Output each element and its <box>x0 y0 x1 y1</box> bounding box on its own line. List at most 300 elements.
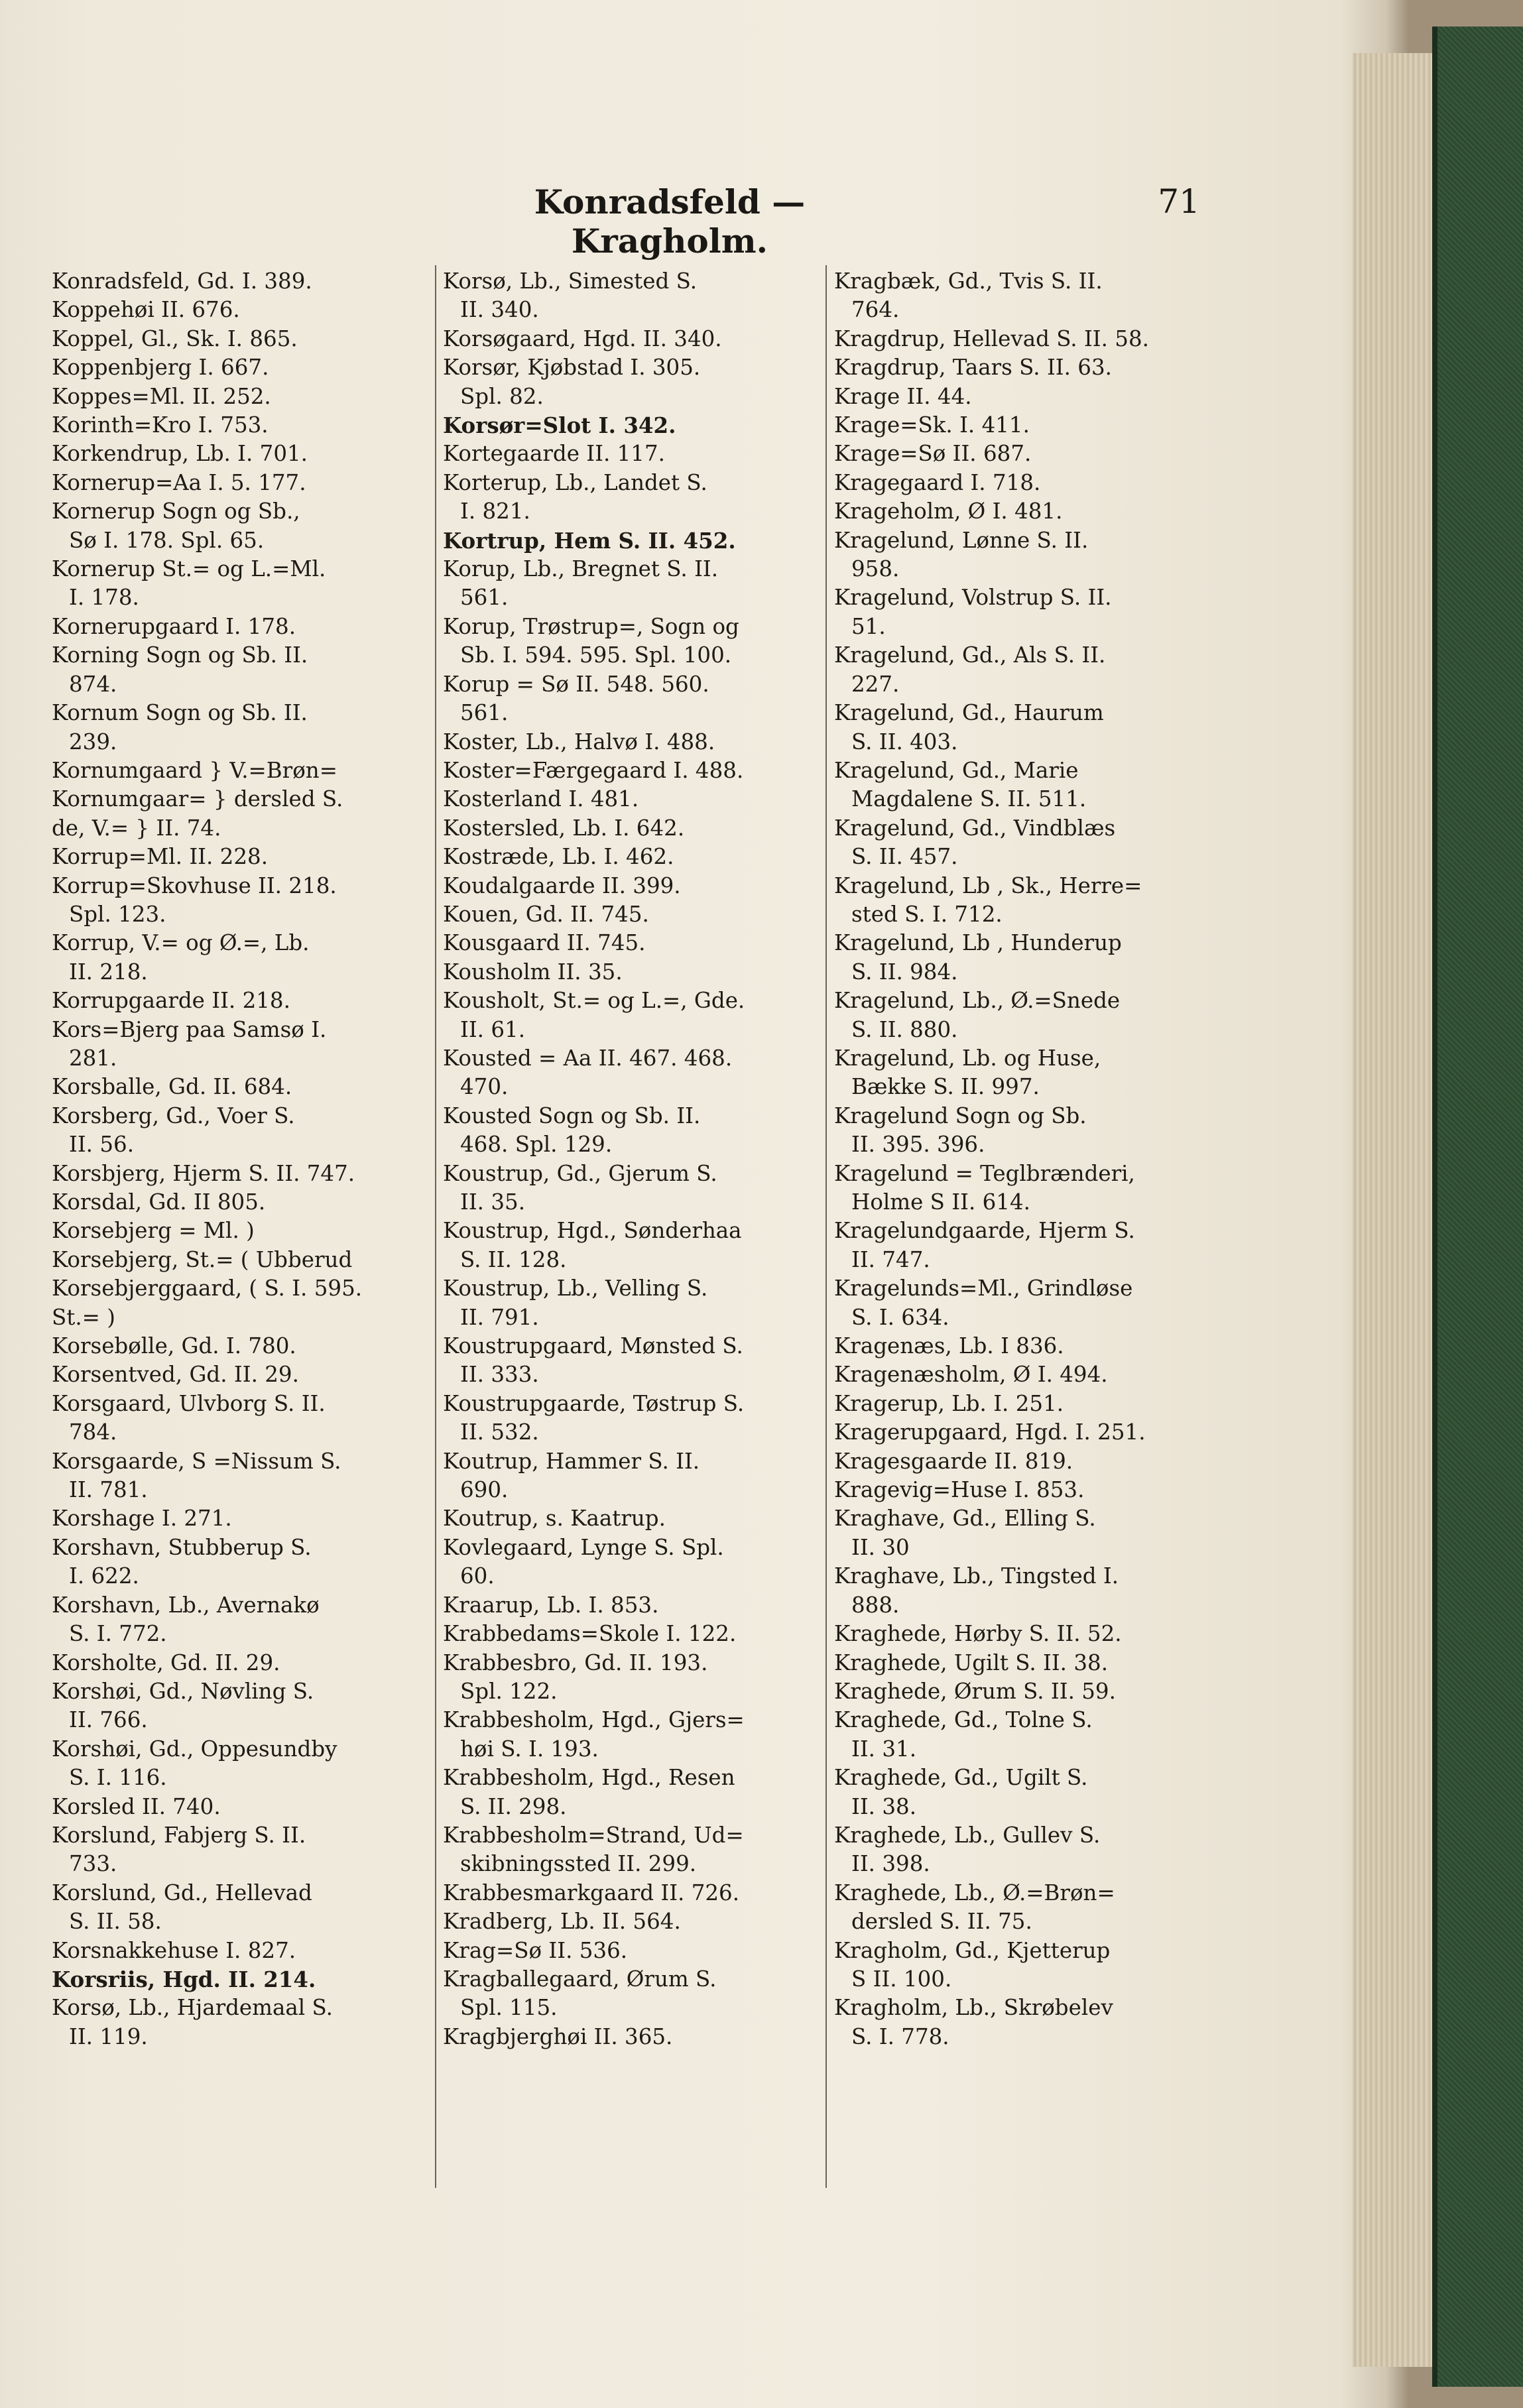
index-entry <box>443 1706 821 1764</box>
entry-text: Korsør, Kjøbstad I. 305. <box>443 355 701 381</box>
index-entry <box>52 1937 430 1965</box>
index-entry <box>443 526 821 555</box>
index-entry <box>834 1504 1212 1562</box>
entry-text: Kousholt, St.= og L.=, Gde. <box>443 988 745 1014</box>
index-entry <box>443 1160 821 1217</box>
entry-text: Kragerup, Lb. I. 251. <box>834 1390 1064 1416</box>
index-entry <box>52 1102 430 1160</box>
entry-text: de, V.= } II. 74. <box>52 815 221 841</box>
entry-continuation: 888. <box>851 1592 900 1618</box>
index-entry <box>834 1764 1212 1821</box>
entry-continuation: Spl. 123. <box>69 901 166 927</box>
entry-text: Koudalgaarde II. 399. <box>443 873 681 898</box>
entry-text: Korslund, Gd., Hellevad <box>52 1880 312 1905</box>
entry-continuation: 468. Spl. 129. <box>460 1132 613 1158</box>
index-entry <box>834 699 1212 756</box>
entry-continuation: II. 218. <box>69 959 148 985</box>
index-entry <box>52 1217 430 1245</box>
index-entry <box>834 526 1212 584</box>
entry-continuation: II. 61. <box>460 1016 526 1042</box>
entry-continuation: dersled S. II. 75. <box>851 1909 1032 1935</box>
index-entry <box>443 1907 821 1936</box>
entry-text: Koppes=Ml. II. 252. <box>52 383 271 409</box>
entry-text: Korsebjerg = Ml. ) <box>52 1218 255 1244</box>
index-entry <box>52 1649 430 1677</box>
entry-text: Korshøi, Gd., Oppesundby <box>52 1736 337 1762</box>
index-entry <box>834 1937 1212 1994</box>
index-entry <box>443 555 821 613</box>
entry-text: Kraghede, Ørum S. II. 59. <box>834 1678 1116 1704</box>
column-rule-right <box>825 265 827 2188</box>
entry-text: Koustrupgaarde, Tøstrup S. <box>443 1390 745 1416</box>
index-entry <box>834 267 1212 325</box>
running-head: Konradsfeld — Kragholm. <box>534 182 806 261</box>
entry-text: Krabbesholm=Strand, Ud= <box>443 1822 744 1848</box>
index-entry <box>443 1504 821 1533</box>
index-entry <box>443 756 821 785</box>
entry-text: Korslund, Fabjerg S. II. <box>52 1822 306 1848</box>
index-entry <box>834 1447 1212 1476</box>
entry-text: Korrup, V.= og Ø.=, Lb. <box>52 930 310 956</box>
entry-text: Koster=Færgegaard I. 488. <box>443 757 744 783</box>
index-entry <box>52 1534 430 1591</box>
entry-text: Krabbesbro, Gd. II. 193. <box>443 1650 708 1675</box>
entry-text: Kornumgaard } V.=Brøn= <box>52 757 337 783</box>
entry-text: Kortrup, Hem S. II. 452. <box>443 527 736 554</box>
index-entry <box>834 1994 1212 2051</box>
entry-text: Krabbesholm, Hgd., Resen <box>443 1765 735 1791</box>
index-entry <box>443 411 821 440</box>
entry-continuation: S. II. 457. <box>851 844 958 870</box>
entry-text: Kousted = Aa II. 467. 468. <box>443 1045 733 1071</box>
index-entry <box>443 1821 821 1879</box>
index-entry <box>834 383 1212 411</box>
index-entry <box>52 1591 430 1649</box>
index-entry <box>443 958 821 987</box>
entry-text: Kornum Sogn og Sb. II. <box>52 700 308 726</box>
entry-continuation: høi S. I. 193. <box>460 1736 599 1762</box>
entry-continuation: 561. <box>460 585 509 611</box>
entry-text: Korrupgaarde II. 218. <box>52 988 290 1014</box>
index-entry <box>443 1217 821 1274</box>
entry-text: Korsgaard, Ulvborg S. II. <box>52 1390 326 1416</box>
entry-continuation: Bække S. II. 997. <box>851 1074 1040 1100</box>
index-entry <box>443 728 821 756</box>
index-entry <box>52 383 430 411</box>
index-entry <box>834 1620 1212 1648</box>
index-entry <box>52 1016 430 1073</box>
entry-text: Korsgaarde, S =Nissum S. <box>52 1448 341 1474</box>
entry-text: Kragballegaard, Ørum S. <box>443 1966 717 1992</box>
index-entry <box>52 1879 430 1937</box>
entry-text: Kornumgaar= } dersled S. <box>52 786 343 812</box>
entry-text: Kornerup Sogn og Sb., <box>52 499 300 524</box>
index-entry <box>52 1793 430 1821</box>
entry-text: Kragelund, Gd., Vindblæs <box>834 815 1116 841</box>
entry-text: Korrup=Skovhuse II. 218. <box>52 873 337 898</box>
index-entry <box>443 1965 821 2023</box>
entry-text: Koustrup, Hgd., Sønderhaa <box>443 1218 742 1244</box>
entry-continuation: II. 532. <box>460 1419 539 1445</box>
entry-continuation: S. II. 403. <box>851 729 958 754</box>
index-entry <box>52 1303 430 1332</box>
entry-continuation: 764. <box>851 297 900 323</box>
index-entry <box>443 469 821 526</box>
entry-text: Kradberg, Lb. II. 564. <box>443 1909 681 1935</box>
index-entry <box>834 641 1212 699</box>
index-entry <box>52 1965 430 1994</box>
index-entry <box>834 987 1212 1044</box>
index-entry <box>52 469 430 497</box>
entry-text: Korsør=Slot I. 342. <box>443 412 676 439</box>
index-entry <box>443 267 821 325</box>
entry-text: Kostræde, Lb. I. 462. <box>443 844 674 870</box>
entry-text: Koppehøi II. 676. <box>52 297 240 323</box>
entry-continuation: sted S. I. 712. <box>851 901 1003 927</box>
entry-continuation: II. 30 <box>851 1534 910 1560</box>
entry-continuation: S. I. 778. <box>851 2023 949 2049</box>
entry-text: Koutrup, Hammer S. II. <box>443 1448 700 1474</box>
entry-text: Korning Sogn og Sb. II. <box>52 642 308 668</box>
entry-continuation: Magdalene S. II. 511. <box>851 786 1087 812</box>
index-entry <box>834 814 1212 872</box>
entry-continuation: 281. <box>69 1045 117 1071</box>
entry-continuation: II. 766. <box>69 1707 148 1733</box>
index-entry <box>52 1447 430 1505</box>
index-entry <box>52 1160 430 1188</box>
entry-continuation: II. 119. <box>69 2023 148 2049</box>
index-entry <box>52 1821 430 1879</box>
entry-text: Krabbesmarkgaard II. 726. <box>443 1880 740 1905</box>
entry-continuation: II. 31. <box>851 1736 917 1762</box>
index-entry <box>834 1562 1212 1620</box>
entry-text: Korsbjerg, Hjerm S. II. 747. <box>52 1160 355 1186</box>
entry-continuation: 470. <box>460 1074 509 1100</box>
index-entry <box>834 1360 1212 1389</box>
entry-text: Kouen, Gd. II. 745. <box>443 901 649 927</box>
index-entry <box>52 411 430 440</box>
entry-continuation: 239. <box>69 729 117 754</box>
index-entry <box>834 872 1212 930</box>
entry-continuation: skibningssted II. 299. <box>460 1851 697 1877</box>
entry-continuation: II. 333. <box>460 1362 539 1388</box>
entry-text: Korshavn, Lb., Avernakø <box>52 1592 320 1618</box>
index-entry <box>834 1102 1212 1160</box>
entry-text: Korsriis, Hgd. II. 214. <box>52 1966 316 1992</box>
index-entry <box>52 353 430 382</box>
column-rule-left <box>435 265 436 2188</box>
entry-text: Krabbedams=Skole I. 122. <box>443 1621 737 1647</box>
entry-text: Kraghave, Gd., Elling S. <box>834 1506 1096 1532</box>
index-entry <box>52 1332 430 1360</box>
entry-text: Kragholm, Gd., Kjetterup <box>834 1937 1111 1963</box>
index-entry <box>834 440 1212 468</box>
entry-continuation: S. II. 880. <box>851 1016 958 1042</box>
entry-text: Kraghede, Gd., Ugilt S. <box>834 1765 1088 1791</box>
entry-continuation: II. 781. <box>69 1477 148 1503</box>
entry-continuation: Sø I. 178. Spl. 65. <box>69 527 265 553</box>
entry-text: Kragegaard I. 718. <box>834 469 1041 495</box>
entry-continuation: Spl. 122. <box>460 1678 558 1704</box>
index-entry <box>834 325 1212 353</box>
index-entry <box>52 1677 430 1735</box>
index-entry <box>834 1044 1212 1102</box>
entry-continuation: I. 821. <box>460 499 530 524</box>
index-entry <box>834 469 1212 497</box>
index-entry <box>52 497 430 555</box>
index-entry <box>443 325 821 353</box>
entry-continuation: II. 791. <box>460 1304 539 1330</box>
index-entry <box>834 1821 1212 1879</box>
index-entry <box>443 1764 821 1821</box>
entry-continuation: 60. <box>460 1563 495 1589</box>
entry-text: Korup = Sø II. 548. 560. <box>443 671 709 697</box>
index-entry <box>52 814 430 843</box>
index-entry <box>52 699 430 756</box>
entry-continuation: II. 340. <box>460 297 539 323</box>
entry-text: Korshage I. 271. <box>52 1506 232 1532</box>
entry-text: Korup, Trøstrup=, Sogn og <box>443 613 739 639</box>
index-entry <box>834 1160 1212 1217</box>
entry-text: Kragevig=Huse I. 853. <box>834 1477 1085 1503</box>
entry-text: Kortegaarde II. 117. <box>443 441 665 467</box>
entry-text: Korinth=Kro I. 753. <box>52 412 269 438</box>
entry-text: Kragelund, Lb , Hunderup <box>834 930 1122 956</box>
entry-continuation: II. 38. <box>851 1793 917 1819</box>
entry-text: Kragelund, Lb. og Huse, <box>834 1045 1101 1071</box>
entry-text: Kovlegaard, Lynge S. Spl. <box>443 1534 724 1560</box>
index-entry <box>52 756 430 785</box>
entry-text: Korsdal, Gd. II 805. <box>52 1189 266 1215</box>
index-column-1 <box>52 267 430 2051</box>
entry-text: Korsholte, Gd. II. 29. <box>52 1650 280 1675</box>
index-entry <box>834 1649 1212 1677</box>
entry-text: Kragelunds=Ml., Grindløse <box>834 1276 1133 1301</box>
entry-text: Kornerup=Aa I. 5. 177. <box>52 469 306 495</box>
entry-text: Kousted Sogn og Sb. II. <box>443 1103 701 1128</box>
entry-text: Korshøi, Gd., Nøvling S. <box>52 1678 314 1704</box>
index-entry <box>834 1217 1212 1274</box>
entry-text: Koustrup, Lb., Velling S. <box>443 1276 708 1301</box>
entry-continuation: 733. <box>69 1851 117 1877</box>
entry-continuation: 958. <box>851 556 900 582</box>
entry-continuation: S. II. 298. <box>460 1793 567 1819</box>
entry-continuation: I. 178. <box>69 585 139 611</box>
index-entry <box>443 670 821 728</box>
index-entry <box>52 555 430 613</box>
entry-continuation: 784. <box>69 1419 117 1445</box>
entry-continuation: S. I. 634. <box>851 1304 949 1330</box>
entry-text: Kraghave, Lb., Tingsted I. <box>834 1563 1119 1589</box>
entry-text: Kragbæk, Gd., Tvis S. II. <box>834 269 1103 294</box>
entry-text: Kornerupgaard I. 178. <box>52 613 296 639</box>
index-entry <box>52 1994 430 2051</box>
index-entry <box>443 353 821 411</box>
entry-text: Kragenæs, Lb. I 836. <box>834 1333 1064 1359</box>
entry-continuation: 51. <box>851 613 886 639</box>
entry-continuation: S. I. 772. <box>69 1621 167 1647</box>
index-entry <box>443 929 821 957</box>
entry-continuation: II. 56. <box>69 1132 135 1158</box>
index-entry <box>443 1620 821 1648</box>
entry-text: Konradsfeld, Gd. I. 389. <box>52 269 312 294</box>
entry-text: Kragdrup, Taars S. II. 63. <box>834 355 1112 381</box>
entry-text: Korsballe, Gd. II. 684. <box>52 1074 292 1100</box>
index-entry <box>443 814 821 843</box>
entry-text: Krage=Sø II. 687. <box>834 441 1032 467</box>
entry-continuation: 561. <box>460 700 509 726</box>
index-entry <box>443 2023 821 2051</box>
entry-continuation: I. 622. <box>69 1563 139 1589</box>
index-entry <box>52 872 430 930</box>
index-entry <box>52 440 430 468</box>
index-entry <box>834 756 1212 814</box>
index-entry <box>443 1534 821 1591</box>
entry-text: Kragelund, Gd., Marie <box>834 757 1079 783</box>
entry-text: Kousgaard II. 745. <box>443 930 646 956</box>
entry-continuation: Spl. 115. <box>460 1995 558 2021</box>
entry-text: Kraghede, Gd., Tolne S. <box>834 1707 1093 1733</box>
index-entry <box>834 1677 1212 1706</box>
index-entry <box>834 1418 1212 1447</box>
entry-text: Kraghede, Ugilt S. II. 38. <box>834 1650 1109 1675</box>
index-entry <box>443 1332 821 1390</box>
entry-text: Kragelund, Gd., Haurum <box>834 700 1104 726</box>
entry-continuation: 690. <box>460 1477 509 1503</box>
entry-text: Koustrupgaard, Mønsted S. <box>443 1333 743 1359</box>
entry-text: Kraghede, Lb., Gullev S. <box>834 1822 1101 1848</box>
index-entry <box>443 1274 821 1332</box>
entry-text: Korrup=Ml. II. 228. <box>52 844 269 870</box>
entry-text: Krage II. 44. <box>834 383 972 409</box>
entry-text: Kragholm, Lb., Skrøbelev <box>834 1995 1113 2021</box>
index-entry <box>834 411 1212 440</box>
entry-text: Kousholm II. 35. <box>443 959 623 985</box>
index-entry <box>443 843 821 871</box>
index-entry <box>443 1591 821 1620</box>
index-entry <box>443 1649 821 1707</box>
index-entry <box>52 1390 430 1447</box>
entry-text: Korsebjerg, St.= ( Ubberud <box>52 1246 353 1272</box>
entry-text: Kragelund, Lb , Sk., Herre= <box>834 873 1142 898</box>
index-entry <box>443 785 821 813</box>
entry-text: Korshavn, Stubberup S. <box>52 1534 312 1560</box>
entry-text: Koutrup, s. Kaatrup. <box>443 1506 666 1532</box>
entry-continuation: II. 398. <box>851 1851 930 1877</box>
index-entry <box>834 1879 1212 1937</box>
entry-text: Korterup, Lb., Landet S. <box>443 469 707 495</box>
index-entry <box>834 1274 1212 1332</box>
entry-continuation: Sb. I. 594. 595. Spl. 100. <box>460 642 732 668</box>
index-entry <box>52 613 430 641</box>
index-entry <box>52 929 430 987</box>
entry-continuation: S II. 100. <box>851 1966 952 1992</box>
entry-text: Kragesgaarde II. 819. <box>834 1448 1073 1474</box>
entry-text: Koppenbjerg I. 667. <box>52 355 269 381</box>
index-entry <box>834 497 1212 526</box>
entry-text: St.= ) <box>52 1304 115 1330</box>
entry-text: Kragelund, Lønne S. II. <box>834 527 1089 553</box>
entry-continuation: S. II. 58. <box>69 1909 162 1935</box>
entry-text: Korsebølle, Gd. I. 780. <box>52 1333 296 1359</box>
entry-continuation: II. 747. <box>851 1246 930 1272</box>
entry-text: Korsentved, Gd. II. 29. <box>52 1362 299 1388</box>
entry-text: Kostersled, Lb. I. 642. <box>443 815 685 841</box>
index-entry <box>443 613 821 670</box>
index-entry <box>52 325 430 353</box>
entry-text: Kragelund, Gd., Als S. II. <box>834 642 1106 668</box>
index-entry <box>834 1390 1212 1418</box>
entry-text: Kragbjerghøi II. 365. <box>443 2023 673 2049</box>
index-entry <box>443 1102 821 1160</box>
page-number: 71 <box>1158 182 1200 221</box>
index-entry <box>834 1476 1212 1504</box>
index-entry <box>52 1188 430 1217</box>
index-entry <box>52 1360 430 1389</box>
index-entry <box>52 843 430 871</box>
entry-text: Kragerupgaard, Hgd. I. 251. <box>834 1419 1146 1445</box>
entry-continuation: S. II. 984. <box>851 959 958 985</box>
entry-text: Kragelund, Lb., Ø.=Snede <box>834 988 1121 1014</box>
entry-text: Kragenæsholm, Ø I. 494. <box>834 1362 1108 1388</box>
entry-text: Kraarup, Lb. I. 853. <box>443 1592 659 1618</box>
index-column-2 <box>443 267 821 2051</box>
index-entry <box>834 929 1212 987</box>
entry-continuation: Holme S II. 614. <box>851 1189 1030 1215</box>
index-entry <box>52 1504 430 1533</box>
index-entry <box>834 1706 1212 1764</box>
entry-text: Kraghede, Hørby S. II. 52. <box>834 1621 1122 1647</box>
entry-continuation: 227. <box>851 671 900 697</box>
index-entry <box>52 267 430 296</box>
index-entry <box>443 1390 821 1447</box>
entry-continuation: II. 395. 396. <box>851 1132 985 1158</box>
index-entry <box>443 900 821 929</box>
entry-text: Kosterland I. 481. <box>443 786 639 812</box>
entry-text: Korsled II. 740. <box>52 1793 221 1819</box>
entry-text: Korup, Lb., Bregnet S. II. <box>443 556 719 582</box>
entry-text: Kragelund, Volstrup S. II. <box>834 585 1112 611</box>
entry-text: Korsberg, Gd., Voer S. <box>52 1103 295 1128</box>
index-entry <box>52 987 430 1015</box>
index-entry <box>52 1073 430 1101</box>
entry-text: Kragelund = Teglbrænderi, <box>834 1160 1135 1186</box>
entry-text: Krabbesholm, Hgd., Gjers= <box>443 1707 745 1733</box>
index-entry <box>443 1044 821 1102</box>
entry-text: Kornerup St.= og L.=Ml. <box>52 556 326 582</box>
entry-continuation: S. I. 116. <box>69 1765 167 1791</box>
index-entry <box>443 1447 821 1505</box>
index-entry <box>834 353 1212 382</box>
index-entry <box>52 1274 430 1303</box>
entry-text: Kragelund Sogn og Sb. <box>834 1103 1087 1128</box>
entry-continuation: II. 35. <box>460 1189 526 1215</box>
entry-continuation: 874. <box>69 671 117 697</box>
page-edges <box>1353 53 1432 2367</box>
entry-text: Kors=Bjerg paa Samsø I. <box>52 1016 327 1042</box>
entry-text: Koppel, Gl., Sk. I. 865. <box>52 326 298 351</box>
entry-text: Korsø, Lb., Hjardemaal S. <box>52 1995 333 2021</box>
entry-text: Kragelundgaarde, Hjerm S. <box>834 1218 1135 1244</box>
entry-text: Koustrup, Gd., Gjerum S. <box>443 1160 717 1186</box>
entry-continuation: S. II. 128. <box>460 1246 567 1272</box>
index-entry <box>443 440 821 468</box>
entry-text: Krage=Sk. I. 411. <box>834 412 1030 438</box>
entry-text: Krageholm, Ø I. 481. <box>834 499 1063 524</box>
index-entry <box>52 785 430 813</box>
index-column-3 <box>834 267 1212 2051</box>
entry-text: Kragdrup, Hellevad S. II. 58. <box>834 326 1149 351</box>
